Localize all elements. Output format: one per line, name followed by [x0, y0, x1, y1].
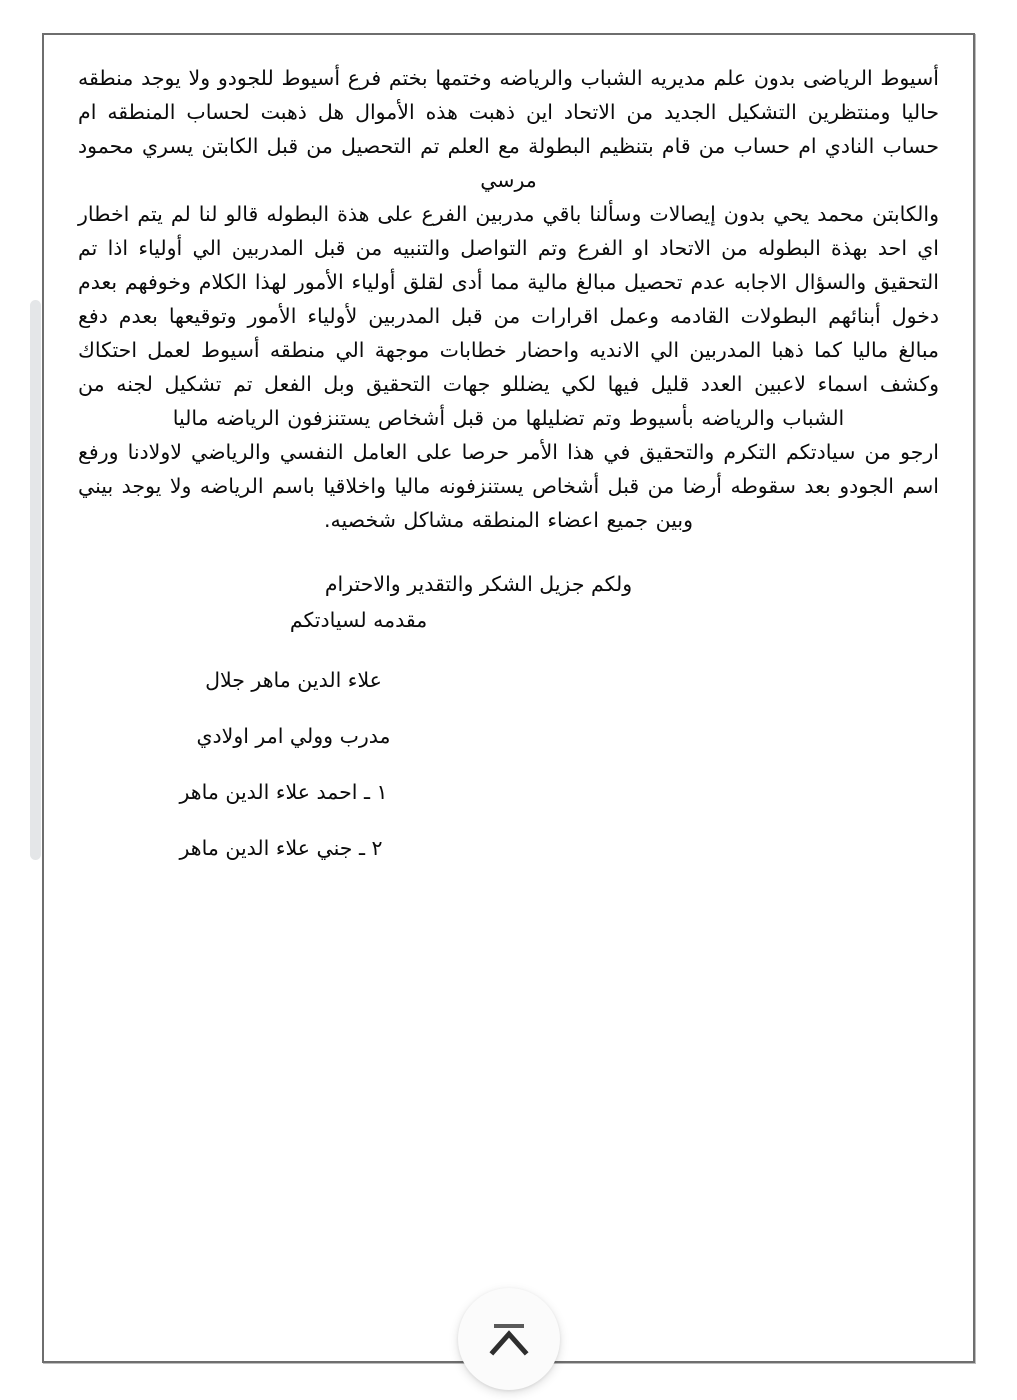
signature-child-2: ٢ ـ جني علاء الدين ماهر: [179, 836, 383, 860]
scroll-to-top-button[interactable]: [458, 1288, 560, 1390]
closing-submitted-by: مقدمه لسيادتكم: [289, 608, 428, 632]
paragraph-3: ارجو من سيادتكم التكرم والتحقيق في هذا الأمر حرصا على العامل النفسي والرياضي لاولادنا ورفع اسم الجودو بعد سقوطه أرضا من قبل أشخاص يستنزفونه ماليا واخلاقيا باسم الرياضه ولا يوجد بيني وبين جميع اعضاء المنطقه مشاكل شخصيه.: [78, 440, 939, 532]
signature-name: علاء الدين ماهر جلال: [205, 668, 382, 692]
paragraph-1: أسيوط الرياضى بدون علم مديريه الشباب والرياضه وختمها بختم فرع أسيوط للجودو ولا يوجد منطقه حاليا ومنتظرين التشكيل الجديد من الاتحاد اين ذهبت هذه الأموال هل ذهبت لحساب المنطقه ام حساب النادي ام حساب من قام بتنظيم البطولة مع العلم تم التحصيل من قبل الكابتن يسري محمود مرسي: [78, 66, 939, 192]
scrollbar-thumb[interactable]: [30, 300, 41, 860]
scrollbar-track[interactable]: [14, 0, 28, 1400]
signature-child-1: ١ ـ احمد علاء الدين ماهر: [179, 780, 388, 804]
signature-role: مدرب وولي امر اولادي: [196, 724, 391, 748]
scroll-to-top-icon: [487, 1322, 531, 1356]
closing-thanks: ولكم جزيل الشكر والتقدير والاحترام: [324, 572, 633, 596]
document-page: [42, 33, 975, 1363]
paragraph-2: والكابتن محمد يحي بدون إيصالات وسألنا باقي مدربين الفرع على هذة البطوله قالو لنا لم يتم اخطار اي احد بهذة البطوله من الاتحاد او الفرع وتم التواصل والتنبيه من قبل المدربين الي أولياء اذا تم التحقيق والسؤال الاجابه عدم تحصيل مبالغ مالية مما أدى لقلق أولياء الأمور لهذا الكلام وخوفهم بعدم دخول أبنائهم البطولات القادمه وعمل اقرارات من قبل المدربين لأولياء الأمور وتوقيعها بعدم دفع مبالغ ماليا كما ذهبا المدربين الي الانديه واحضار خطابات موجهة الي منطقه أسيوط لعمل احتكاك وكشف اسماء لاعبين العدد قليل فيها لكي يضللو جهات التحقيق وبل الفعل تم تشكيل لجنه من الشباب والرياضه بأسيوط وتم تضليلها من قبل أشخاص يستنزفون الرياضه ماليا: [78, 202, 939, 430]
document-body: [44, 35, 973, 1361]
